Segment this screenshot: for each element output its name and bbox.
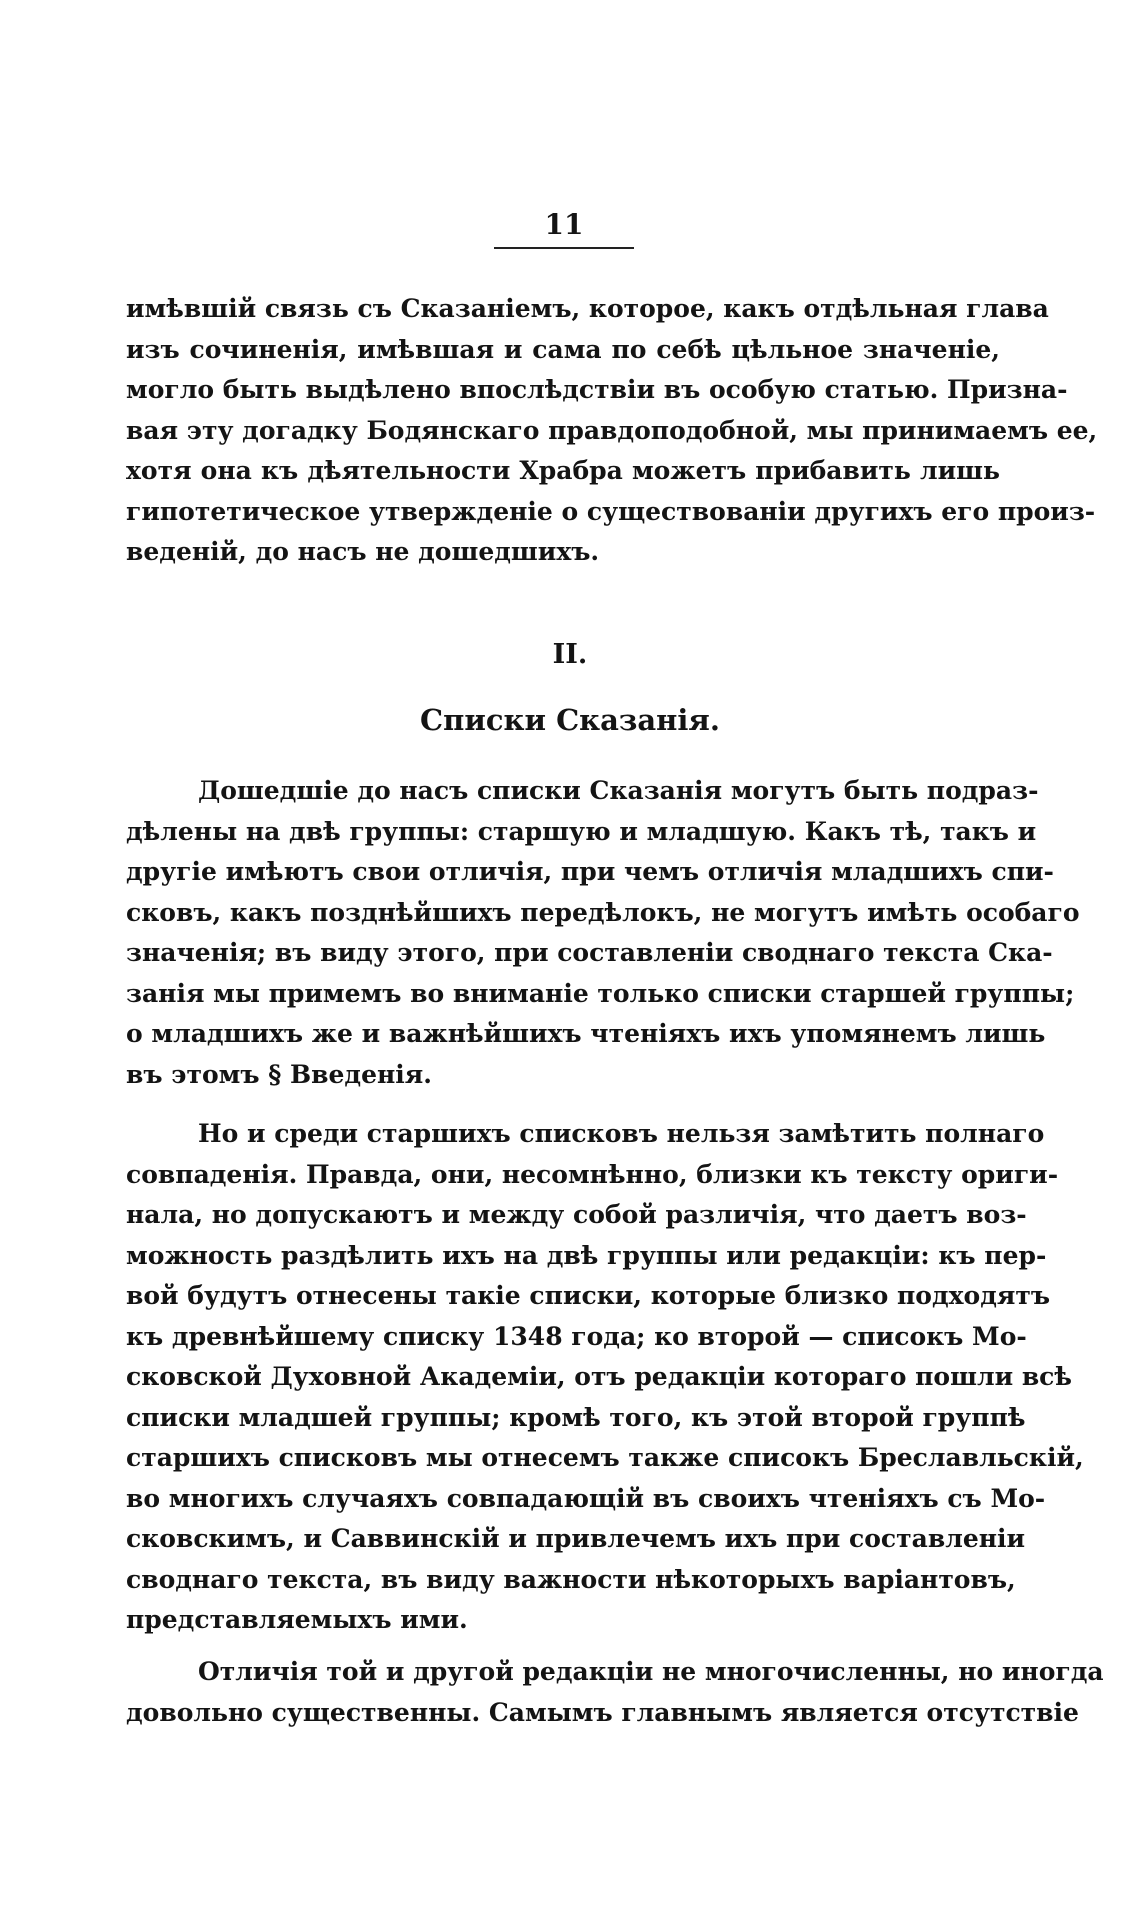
- text-line: имѣвшій связь съ Сказаніемъ, которое, какъ отдѣльная глава: [126, 294, 1049, 323]
- section-title: Списки Сказанія.: [420, 703, 720, 737]
- text-line: дѣлены на двѣ группы: старшую и младшую. Какъ тѣ, такъ и: [126, 816, 1037, 846]
- paragraph-3: [126, 1114, 1084, 1641]
- text-line: сковъ, какъ позднѣйшихъ передѣлокъ, не могутъ имѣть особаго: [126, 897, 1080, 927]
- text-line: совпаденія. Правда, они, несомнѣнно, близки къ тексту ориги-: [126, 1159, 1059, 1189]
- text-line: веденій, до насъ не дошедшихъ.: [126, 537, 600, 566]
- text-line: къ древнѣйшему списку 1348 года; ко второй — списокъ Мо-: [126, 1321, 1027, 1351]
- text-line: довольно существенны. Самымъ главнымъ является отсутствіе: [126, 1697, 1079, 1727]
- text-line: занія мы примемъ во вниманіе только списки старшей группы;: [126, 978, 1075, 1008]
- section-number: II.: [552, 639, 588, 670]
- paragraph-1: [126, 289, 1098, 573]
- text-line: сковскимъ, и Саввинскій и привлечемъ ихъ при составленіи: [126, 1524, 1026, 1553]
- paragraph-2: [126, 771, 1080, 1095]
- text-line: Отличія той и другой редакціи не многочисленны, но иногда: [198, 1657, 1104, 1686]
- text-line: представляемыхъ ими.: [126, 1605, 468, 1634]
- text-line: можность раздѣлить ихъ на двѣ группы или редакціи: къ пер-: [126, 1240, 1047, 1270]
- text-line: гипотетическое утвержденіе о существованіи другихъ его произ-: [126, 496, 1096, 526]
- text-line: нала, но допускаютъ и между собой различія, что даетъ воз-: [126, 1200, 1027, 1229]
- text-line: могло быть выдѣлено впослѣдствіи въ особую статью. Призна-: [126, 375, 1068, 404]
- page-number-rule: [494, 247, 634, 249]
- text-line: о младшихъ же и важнѣйшихъ чтеніяхъ ихъ упомянемъ лишь: [126, 1019, 1046, 1048]
- text-line: сковской Духовной Академіи, отъ редакціи котораго пошли всѣ: [126, 1362, 1072, 1391]
- text-line: изъ сочиненія, имѣвшая и сама по себѣ цѣльное значеніе,: [126, 334, 1000, 364]
- text-line: во многихъ случаяхъ совпадающій въ своихъ чтеніяхъ съ Мо-: [126, 1483, 1046, 1513]
- text-line: старшихъ списковъ мы отнесемъ также списокъ Бреславльскій,: [126, 1443, 1084, 1472]
- text-line: списки младшей группы; кромѣ того, къ этой второй группѣ: [126, 1402, 1026, 1432]
- text-line: въ этомъ § Введенія.: [126, 1059, 432, 1089]
- text-line: Дошедшіе до насъ списки Сказанія могутъ быть подраз-: [198, 776, 1039, 805]
- page-number: 11: [544, 208, 584, 241]
- text-line: значенія; въ виду этого, при составленіи своднаго текста Ска-: [126, 938, 1053, 967]
- paragraph-4: [126, 1652, 1104, 1733]
- text-line: Но и среди старшихъ списковъ нельзя замѣтить полнаго: [198, 1119, 1045, 1148]
- text-line: хотя она къ дѣятельности Храбра можетъ прибавить лишь: [126, 456, 1000, 485]
- text-line: вая эту догадку Бодянскаго правдоподобной, мы принимаемъ ее,: [126, 415, 1098, 445]
- text-line: вой будутъ отнесены такіе списки, которые близко подходятъ: [126, 1281, 1050, 1310]
- text-line: своднаго текста, въ виду важности нѣкоторыхъ варіантовъ,: [126, 1564, 1016, 1594]
- text-line: другіе имѣютъ свои отличія, при чемъ отличія младшихъ спи-: [126, 857, 1054, 886]
